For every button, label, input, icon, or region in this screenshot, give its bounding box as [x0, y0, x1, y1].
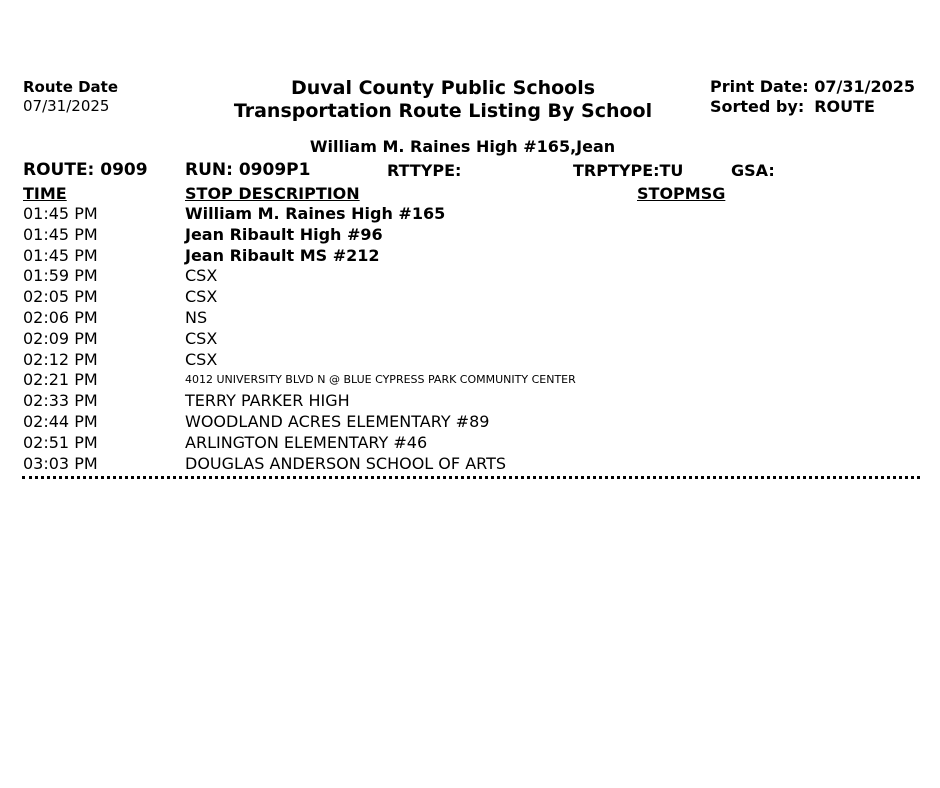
- column-header-stop-description: STOP DESCRIPTION: [185, 184, 360, 203]
- stop-description: CSX: [185, 287, 218, 307]
- stop-time: 02:21 PM: [23, 370, 98, 390]
- stop-description: CSX: [185, 328, 218, 348]
- stop-time: 01:45 PM: [23, 245, 98, 265]
- stop-row: [0, 329, 940, 350]
- stop-description: ARLINGTON ELEMENTARY #46: [185, 432, 428, 452]
- stop-row: [0, 350, 940, 371]
- stop-row: [0, 391, 940, 412]
- rttype-label: RTTYPE:: [387, 161, 462, 180]
- stop-time: 03:03 PM: [23, 453, 98, 473]
- gsa-label: GSA:: [731, 161, 775, 180]
- run-number: RUN: 0909P1: [185, 160, 311, 180]
- stop-time: 02:09 PM: [23, 328, 98, 348]
- stop-description: William M. Raines High #165: [185, 204, 446, 223]
- stop-time: 02:06 PM: [23, 307, 98, 327]
- stop-row: [0, 412, 940, 433]
- column-header-stopmsg: STOPMSG: [637, 184, 726, 203]
- report-title-line1: Duval County Public Schools: [290, 77, 596, 99]
- stop-description: NS: [185, 307, 208, 327]
- stop-description: TERRY PARKER HIGH: [185, 391, 350, 411]
- stop-time: 02:44 PM: [23, 411, 98, 431]
- report-title-line2: Transportation Route Listing By School: [233, 100, 653, 122]
- column-header-time: TIME: [23, 184, 67, 203]
- stop-row: [0, 433, 940, 454]
- section-divider: [22, 476, 920, 479]
- stop-row: [0, 454, 940, 475]
- stop-row: [0, 266, 940, 287]
- route-date-value: 07/31/2025: [23, 97, 110, 115]
- trptype-label: TRPTYPE:TU: [573, 161, 684, 180]
- stop-description: WOODLAND ACRES ELEMENTARY #89: [185, 411, 490, 431]
- sorted-by: [710, 97, 875, 116]
- stop-row: [0, 308, 940, 329]
- stop-time: 02:05 PM: [23, 287, 98, 307]
- stop-row: [0, 287, 940, 308]
- stop-row: [0, 225, 940, 246]
- stop-row: [0, 204, 940, 225]
- print-date: Print Date: 07/31/2025: [710, 77, 916, 96]
- stop-description: Jean Ribault MS #212: [185, 245, 380, 265]
- stop-description: DOUGLAS ANDERSON SCHOOL OF ARTS: [185, 453, 507, 473]
- stop-time: 02:51 PM: [23, 432, 98, 452]
- stop-description: Jean Ribault High #96: [185, 224, 383, 244]
- sorted-by-value: ROUTE: [814, 97, 875, 116]
- stop-description: CSX: [185, 349, 218, 369]
- stop-time: 01:45 PM: [23, 224, 98, 244]
- stop-time: 02:33 PM: [23, 391, 98, 411]
- stop-list: [0, 204, 940, 474]
- sorted-by-label: Sorted by:: [710, 97, 805, 116]
- stop-row: [0, 246, 940, 267]
- stop-row: [0, 370, 940, 391]
- school-title: William M. Raines High #165,Jean: [309, 137, 616, 156]
- stop-time: 01:59 PM: [23, 266, 98, 286]
- stop-description: 4012 UNIVERSITY BLVD N @ BLUE CYPRESS PARK COMMUNITY CENTER: [185, 373, 576, 387]
- stop-time: 01:45 PM: [23, 204, 98, 223]
- stop-description: CSX: [185, 266, 218, 286]
- route-number: ROUTE: 0909: [23, 160, 148, 180]
- route-date-label: Route Date: [23, 78, 119, 96]
- stop-time: 02:12 PM: [23, 349, 98, 369]
